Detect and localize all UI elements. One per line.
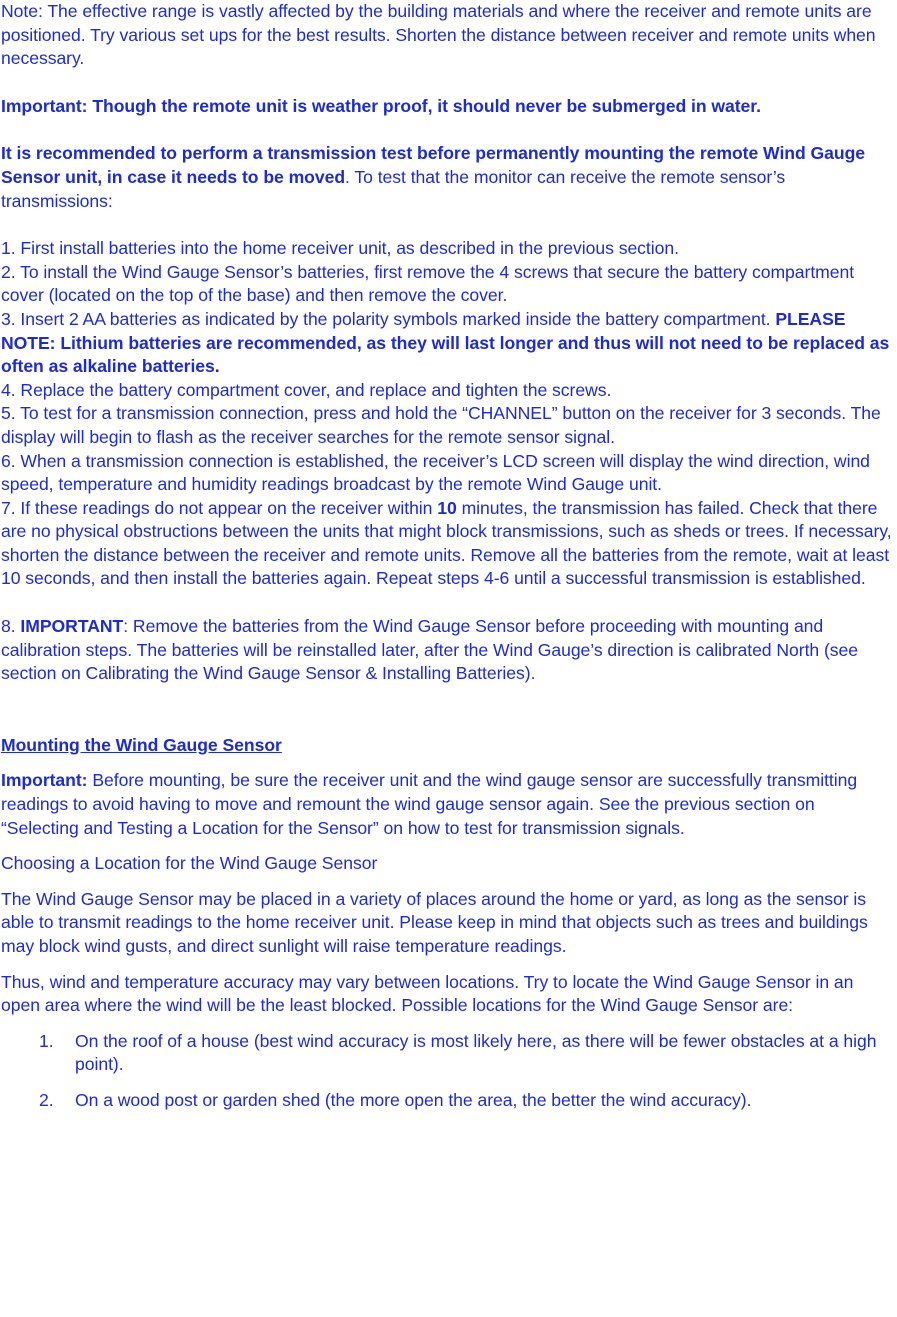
spacer	[1, 118, 897, 142]
list-item-number: 1.	[39, 1030, 54, 1051]
step-8-text: : Remove the batteries from the Wind Gauge Sensor before proceeding with mounting and calibration steps. The batteries will be reinstalled later, after the Wind Gauge’s direction is calibrated North (see section on Calibrating the Wind Gauge Sensor & Installing Batteries).	[1, 616, 859, 684]
transmission-test-intro	[1, 142, 897, 213]
step-8-number: 8.	[1, 616, 21, 637]
location-paragraph-1: The Wind Gauge Sensor may be placed in a variety of places around the home or yard, as long as the sensor is able to transmit readings to the home receiver unit. Please keep in mind that objects such as trees and buildings may block wind gusts, and direct sunlight will raise temperature readings.	[1, 888, 868, 956]
list-item-number: 2.	[39, 1089, 54, 1110]
spacer	[1, 757, 897, 769]
step-5: 5. To test for a transmission connection, press and hold the “CHANNEL” button on the receiver for 3 seconds. The display will begin to flash as the receiver searches for the remote sensor signal.	[1, 403, 881, 447]
spacer	[1, 876, 897, 888]
list-item-text: On the roof of a house (best wind accuracy is most likely here, as there will be fewer obstacles at a high point).	[75, 1030, 877, 1075]
step-8-important: IMPORTANT	[20, 616, 124, 637]
mounting-important	[1, 769, 897, 840]
list-item	[1, 1030, 897, 1077]
step-3-lithium-note: PLEASE NOTE: Lithium batteries are recommended, as they will last longer and thus will not need to be replaced as often as alkaline batteries.	[1, 308, 890, 377]
spacer	[1, 71, 897, 95]
spacer	[1, 959, 897, 971]
step-7-rest: minutes, the transmission has failed. Check that there are no physical obstructions between the units that might block transmissions, such as sheds or trees. If necessary, shorten the distance between the receiver and remote units. Remove all the batteries from the remote, wait at least 10 seconds, and then install the batteries again. Repeat steps 4-6 until a successful transmission is established.	[1, 497, 892, 589]
transmission-test-rest: . To test that the monitor can receive the remote sensor’s transmissions:	[1, 166, 786, 211]
list-item	[1, 1089, 897, 1113]
spacer	[1, 213, 897, 237]
step-1: 1. First install batteries into the home receiver unit, as described in the previous section.	[1, 238, 679, 259]
step-3	[1, 308, 897, 379]
step-4: 4. Replace the battery compartment cover, and replace and tighten the screws.	[1, 379, 612, 400]
spacer	[1, 686, 897, 710]
mounting-important-text: Before mounting, be sure the receiver unit and the wind gauge sensor are successfully transmitting readings to avoid having to move and remount the wind gauge sensor again. See the previous section on “Selecting and Testing a Location for the Sensor” on how to test for transmission signals.	[1, 770, 858, 838]
step-7-minutes: 10	[437, 497, 457, 518]
step-6: 6. When a transmission connection is established, the receiver’s LCD screen will display the wind direction, wind speed, temperature and humidity readings broadcast by the remote Wind Gauge unit.	[1, 450, 870, 495]
manual-page	[1, 0, 897, 1125]
step-3-text: 3. Insert 2 AA batteries as indicated by the polarity symbols marked inside the battery compartment.	[1, 308, 776, 329]
step-7	[1, 497, 897, 591]
location-subheading: Choosing a Location for the Wind Gauge Sensor	[1, 853, 378, 874]
location-paragraph-2: Thus, wind and temperature accuracy may vary between locations. Try to locate the Wind Gauge Sensor in an open area where the wind will be the least blocked. Possible locations for the Wind Gauge Sensor are:	[1, 971, 854, 1016]
mounting-heading: Mounting the Wind Gauge Sensor	[1, 734, 282, 755]
spacer	[1, 591, 897, 615]
transmission-test-bold: It is recommended to perform a transmission test before permanently mounting the remote Wind Gauge Sensor unit, in case it needs to be moved	[1, 143, 866, 187]
step-7-text: 7. If these readings do not appear on the receiver within	[1, 497, 438, 518]
step-2: 2. To install the Wind Gauge Sensor’s batteries, first remove the 4 screws that secure the battery compartment cover (located on the top of the base) and then remove the cover.	[1, 261, 855, 306]
spacer	[1, 710, 897, 734]
range-note: Note: The effective range is vastly affected by the building materials and where the receiver and remote units are positioned. Try various set ups for the best results. Shorten the distance between receiver and remote units when necessary.	[1, 1, 876, 69]
list-item-text: On a wood post or garden shed (the more open the area, the better the wind accuracy).	[75, 1089, 752, 1110]
water-warning: Important: Though the remote unit is weather proof, it should never be submerged in water.	[1, 95, 761, 116]
mounting-important-label: Important:	[1, 770, 88, 791]
location-list	[1, 1030, 897, 1113]
spacer	[1, 1018, 897, 1030]
step-8	[1, 615, 897, 686]
spacer	[1, 840, 897, 852]
